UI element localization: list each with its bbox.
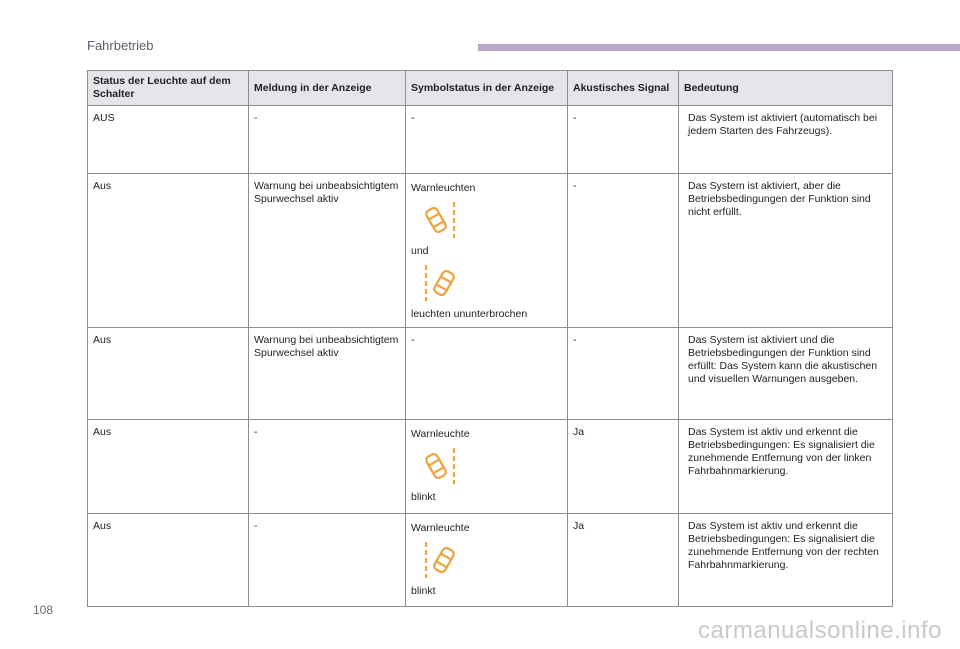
lane-departure-right-icon [417,540,463,580]
lane-departure-left-icon [417,200,463,240]
header-meaning: Bedeutung [679,71,893,106]
table-row [88,106,893,174]
cell-signal: - [568,174,679,328]
cell-meaning [679,174,893,328]
symbol-note: blinkt [411,491,436,503]
cell-symbol [406,420,568,514]
cell-message: Warnung bei unbeabsichtigtem Spurwechsel aktiv [249,174,406,328]
cell-symbol [406,514,568,607]
table-row [88,420,893,514]
page-number: 108 [33,603,54,617]
cell-symbol: - [406,106,568,174]
cell-status: Aus [88,420,249,514]
cell-symbol [406,174,568,328]
symbol-text: Warnleuchte [411,428,470,440]
meaning-text: Das System ist aktiv und erkennt die Betriebsbedingungen: Es signalisiert die zunehmende Entfernung von der rechten Fahrbahnmarkierung. [688,520,879,571]
cell-meaning [679,514,893,607]
cell-meaning [679,328,893,420]
header-symbol: Symbolstatus in der Anzeige [406,71,568,106]
cell-signal: Ja [568,420,679,514]
cell-signal: - [568,106,679,174]
symbol-text: Warnleuchten [411,182,476,194]
table-row [88,174,893,328]
section-title: Fahrbetrieb [87,38,154,53]
table-header-row [88,71,893,106]
cell-status: Aus [88,514,249,607]
meaning-text: Das System ist aktiviert, aber die Betriebsbedingungen der Funktion sind nicht erfüllt. [688,180,871,218]
symbol-note: leuchten ununterbrochen [411,308,528,320]
lane-departure-left-icon [417,446,463,486]
watermark: carmanualsonline.info [698,617,942,644]
cell-message: - [249,420,406,514]
cell-symbol: - [406,328,568,420]
symbol-connector: und [411,245,429,257]
meaning-text: Das System ist aktiv und erkennt die Betriebsbedingungen: Es signalisiert die zunehmende Entfernung von der linken Fahrbahnmarkierung. [688,426,875,477]
header-signal: Akustisches Signal [568,71,679,106]
lane-departure-status-table [87,70,893,607]
meaning-text: Das System ist aktiviert (automatisch bei jedem Starten des Fahrzeugs). [688,112,878,137]
lane-departure-right-icon [417,263,463,303]
cell-message: Warnung bei unbeabsichtigtem Spurwechsel aktiv [249,328,406,420]
table-row [88,328,893,420]
header-status: Status der Leuchte auf dem Schalter [88,71,249,106]
cell-signal: - [568,328,679,420]
cell-message: - [249,106,406,174]
header-message: Meldung in der Anzeige [249,71,406,106]
cell-status: Aus [88,174,249,328]
meaning-text: Das System ist aktiviert und die Betriebsbedingungen der Funktion sind erfüllt: Das System kann die akustischen und visuellen Warnungen ausgeben. [688,334,878,385]
cell-meaning [679,106,893,174]
symbol-note: blinkt [411,585,436,597]
section-accent-bar [478,44,960,51]
cell-message: - [249,514,406,607]
cell-meaning [679,420,893,514]
cell-signal: Ja [568,514,679,607]
cell-status: Aus [88,328,249,420]
table-row [88,514,893,607]
cell-status: AUS [88,106,249,174]
symbol-text: Warnleuchte [411,522,470,534]
